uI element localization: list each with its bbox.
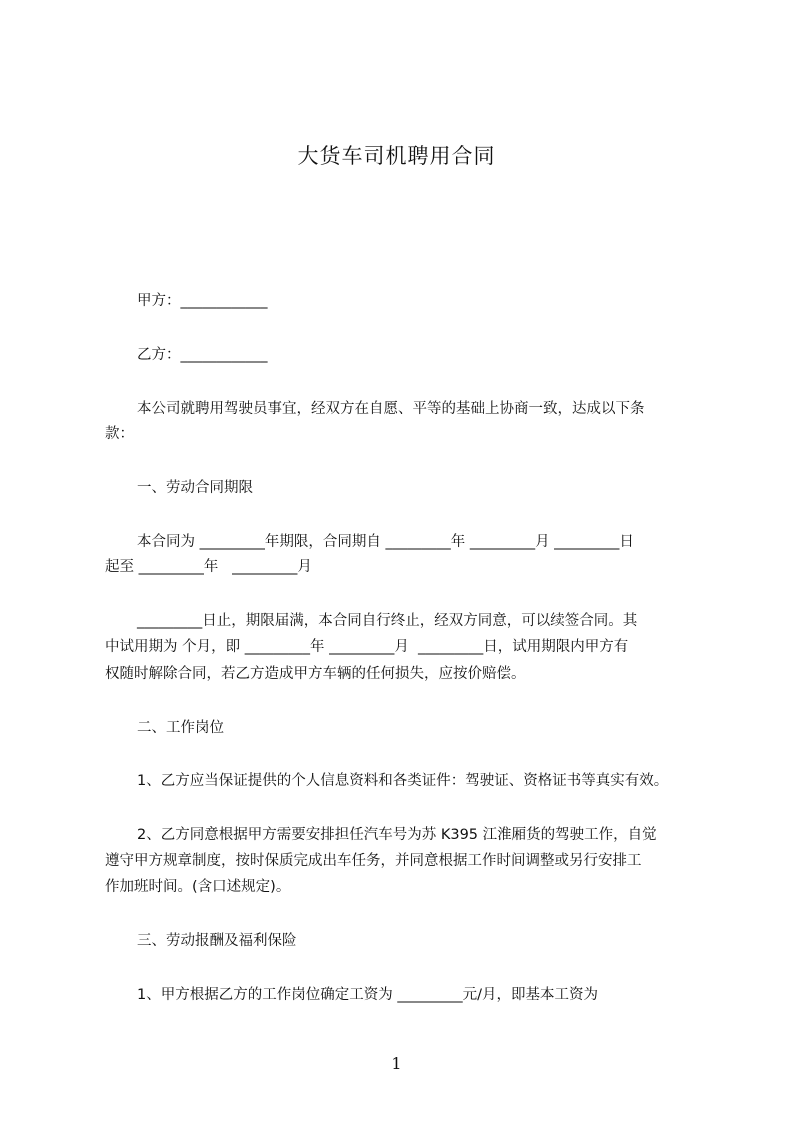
post-paragraph-line: 作加班时间。(含口述规定)。 bbox=[105, 879, 291, 895]
section-heading-post: 二、工作岗位 bbox=[137, 720, 224, 736]
post-paragraph-line: 遵守甲方规章制度，按时保质完成出车任务，并同意根据工作时间调整或另行安排工 bbox=[105, 853, 642, 869]
term-paragraph-line: 中试用期为 个月，即 _________年 _________月 _________日，试用期限内甲方有 bbox=[105, 639, 629, 655]
intro-paragraph-line: 款： bbox=[105, 426, 134, 442]
pay-paragraph-line: 1、甲方根据乙方的工作岗位确定工资为 _________元/月，即基本工资为 bbox=[137, 987, 598, 1003]
intro-paragraph-line: 本公司就聘用驾驶员事宜，经双方在自愿、平等的基础上协商一致，达成以下条 bbox=[137, 401, 645, 417]
post-paragraph-line: 1、乙方应当保证提供的个人信息资料和各类证件：驾驶证、资格证书等真实有效。 bbox=[137, 773, 669, 789]
term-paragraph-line: 起至 _________年 _________月 bbox=[105, 559, 312, 575]
term-paragraph-line: _________日止，期限届满，本合同自行终止，经双方同意，可以续签合同。其 bbox=[137, 613, 638, 629]
section-heading-pay: 三、劳动报酬及福利保险 bbox=[137, 933, 297, 949]
document-title: 大货车司机聘用合同 bbox=[297, 144, 496, 168]
party-b-line: 乙方：____________ bbox=[137, 347, 268, 363]
term-paragraph-line: 本合同为 _________年期限，合同期自 _________年 _________月 _________日 bbox=[137, 534, 634, 550]
term-paragraph-line: 权随时解除合同，若乙方造成甲方车辆的任何损失，应按价赔偿。 bbox=[105, 666, 526, 682]
post-paragraph-line: 2、乙方同意根据甲方需要安排担任汽车号为苏 K395 江淮厢货的驾驶工作，自觉 bbox=[137, 827, 657, 843]
party-a-line: 甲方：____________ bbox=[137, 293, 268, 309]
page-number: 1 bbox=[391, 1054, 402, 1073]
section-heading-term: 一、劳动合同期限 bbox=[137, 480, 253, 496]
